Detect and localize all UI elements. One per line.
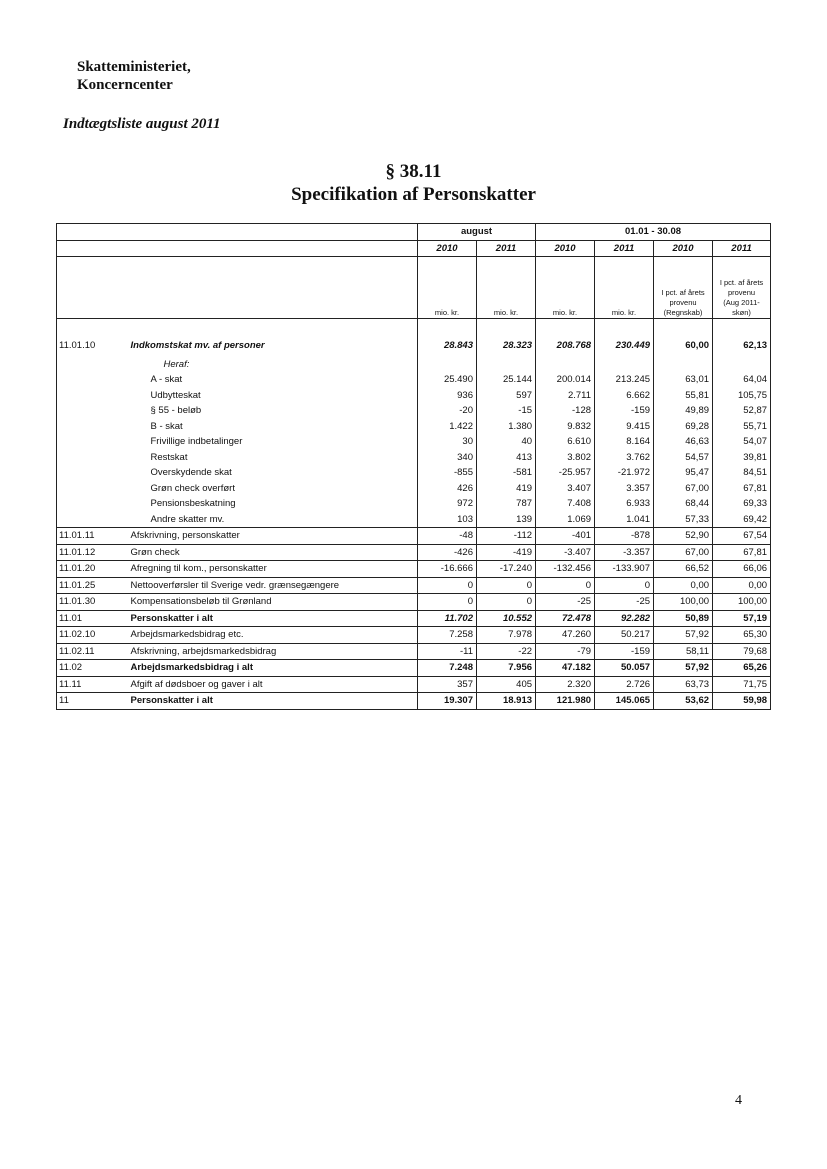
cell-value: [713, 357, 771, 373]
cell-value: -25.957: [536, 465, 595, 481]
cell-value: 1.380: [477, 419, 536, 435]
cell-value: 6.610: [536, 434, 595, 450]
cell-value: 597: [477, 388, 536, 404]
cell-value: 2.726: [595, 676, 654, 693]
cell-value: 30: [418, 434, 477, 450]
row-code: [57, 481, 123, 497]
cell-value: 230.449: [595, 335, 654, 357]
cell-value: 405: [477, 676, 536, 693]
cell-value: 6.662: [595, 388, 654, 404]
cell-value: 57,33: [654, 512, 713, 528]
cell-value: 57,19: [713, 610, 771, 627]
table-row: [57, 627, 771, 644]
year-header: 2011: [713, 240, 771, 257]
cell-value: 357: [418, 676, 477, 693]
cell-value: -48: [418, 528, 477, 545]
cell-value: 936: [418, 388, 477, 404]
row-label: Arbejdsmarkedsbidrag etc.: [123, 627, 418, 644]
cell-value: 0: [477, 577, 536, 594]
cell-value: 67,00: [654, 481, 713, 497]
cell-value: 57,92: [654, 660, 713, 677]
row-code: 11.01.25: [57, 577, 123, 594]
cell-value: -21.972: [595, 465, 654, 481]
cell-value: [477, 357, 536, 373]
cell-value: 39,81: [713, 450, 771, 466]
cell-value: [595, 357, 654, 373]
cell-value: 68,44: [654, 496, 713, 512]
year-header: 2010: [536, 240, 595, 257]
header-unit-row: [57, 257, 771, 319]
cell-value: 426: [418, 481, 477, 497]
row-label: Personskatter i alt: [123, 610, 418, 627]
cell-value: -20: [418, 403, 477, 419]
cell-value: -3.407: [536, 544, 595, 561]
cell-value: 67,81: [713, 481, 771, 497]
row-code: [57, 357, 123, 373]
cell-value: 55,71: [713, 419, 771, 435]
cell-value: 0: [477, 594, 536, 611]
cell-value: 6.933: [595, 496, 654, 512]
cell-value: 7.978: [477, 627, 536, 644]
row-code: [57, 496, 123, 512]
row-label: Afskrivning, arbejdsmarkedsbidrag: [123, 643, 418, 660]
cell-value: 54,57: [654, 450, 713, 466]
row-code: 11.01: [57, 610, 123, 627]
cell-value: 145.065: [595, 693, 654, 710]
year-header: 2010: [418, 240, 477, 257]
page-number: 4: [735, 1093, 742, 1108]
cell-value: -855: [418, 465, 477, 481]
row-code: [57, 450, 123, 466]
cell-value: 2.711: [536, 388, 595, 404]
row-code: [57, 372, 123, 388]
cell-value: 972: [418, 496, 477, 512]
cell-value: 1.041: [595, 512, 654, 528]
cell-value: 57,92: [654, 627, 713, 644]
cell-value: 1.422: [418, 419, 477, 435]
pct-line: (Aug 2011-: [723, 298, 760, 307]
cell-value: 47.182: [536, 660, 595, 677]
cell-value: 28.843: [418, 335, 477, 357]
cell-value: 60,00: [654, 335, 713, 357]
cell-value: 2.320: [536, 676, 595, 693]
row-label: Overskydende skat: [123, 465, 418, 481]
pct-line: (Regnskab): [663, 308, 703, 317]
cell-value: 40: [477, 434, 536, 450]
cell-value: -128: [536, 403, 595, 419]
row-label: Grøn check overført: [123, 481, 418, 497]
row-label: Nettooverførsler til Sverige vedr. grænsegængere: [123, 577, 418, 594]
cell-value: 7.408: [536, 496, 595, 512]
row-label: A - skat: [123, 372, 418, 388]
cell-value: -3.357: [595, 544, 654, 561]
row-label: Personskatter i alt: [123, 693, 418, 710]
row-label: Pensionsbeskatning: [123, 496, 418, 512]
cell-value: 0: [418, 594, 477, 611]
cell-value: 0: [418, 577, 477, 594]
cell-value: 52,90: [654, 528, 713, 545]
table-row: [57, 372, 771, 388]
row-label: Heraf:: [123, 357, 418, 373]
cell-value: 9.415: [595, 419, 654, 435]
cell-value: -878: [595, 528, 654, 545]
title-text: Specifikation af Personskatter: [291, 184, 536, 205]
cell-value: 3.802: [536, 450, 595, 466]
cell-value: -132.456: [536, 561, 595, 578]
cell-value: -11: [418, 643, 477, 660]
cell-value: 63,73: [654, 676, 713, 693]
unit-label: mio. kr.: [536, 257, 595, 319]
cell-value: 84,51: [713, 465, 771, 481]
row-label: Afregning til kom., personskatter: [123, 561, 418, 578]
cell-value: 67,54: [713, 528, 771, 545]
cell-value: -25: [536, 594, 595, 611]
cell-value: 0: [536, 577, 595, 594]
cell-value: -79: [536, 643, 595, 660]
cell-value: -419: [477, 544, 536, 561]
title-section: § 38.11: [385, 161, 442, 182]
row-label: Arbejdsmarkedsbidrag i alt: [123, 660, 418, 677]
organization-name: [77, 58, 191, 94]
cell-value: 53,62: [654, 693, 713, 710]
cell-value: -426: [418, 544, 477, 561]
cell-value: 200.014: [536, 372, 595, 388]
cell-value: -112: [477, 528, 536, 545]
cell-value: 103: [418, 512, 477, 528]
pct-line: provenu: [669, 298, 697, 307]
table-row: [57, 594, 771, 611]
group-period: 01.01 - 30.08: [536, 224, 771, 241]
cell-value: 3.407: [536, 481, 595, 497]
table-row: [57, 335, 771, 357]
row-code: [57, 434, 123, 450]
row-code: 11.02: [57, 660, 123, 677]
cell-value: 54,07: [713, 434, 771, 450]
cell-value: 92.282: [595, 610, 654, 627]
row-code: 11.01.11: [57, 528, 123, 545]
pct-line: I pct. af årets: [719, 278, 764, 287]
row-code: 11: [57, 693, 123, 710]
row-label: Indkomstskat mv. af personer: [123, 335, 418, 357]
cell-value: 121.980: [536, 693, 595, 710]
table-row: [57, 481, 771, 497]
cell-value: [418, 357, 477, 373]
row-code: [57, 465, 123, 481]
row-label: B - skat: [123, 419, 418, 435]
table-row: [57, 388, 771, 404]
cell-value: -17.240: [477, 561, 536, 578]
pct-line: I pct. af årets: [661, 288, 705, 297]
cell-value: 79,68: [713, 643, 771, 660]
cell-value: 58,11: [654, 643, 713, 660]
cell-value: 340: [418, 450, 477, 466]
cell-value: -133.907: [595, 561, 654, 578]
cell-value: 11.702: [418, 610, 477, 627]
row-code: 11.02.11: [57, 643, 123, 660]
group-august: august: [418, 224, 536, 241]
pct-line: skøn): [732, 308, 751, 317]
table-row: [57, 577, 771, 594]
cell-value: 49,89: [654, 403, 713, 419]
cell-value: -25: [595, 594, 654, 611]
row-code: 11.02.10: [57, 627, 123, 644]
cell-value: 787: [477, 496, 536, 512]
cell-value: 50,89: [654, 610, 713, 627]
row-code: [57, 419, 123, 435]
pct-line: provenu: [727, 288, 756, 297]
cell-value: 0,00: [713, 577, 771, 594]
table-row: [57, 643, 771, 660]
cell-value: [654, 357, 713, 373]
year-header: 2011: [477, 240, 536, 257]
cell-value: 95,47: [654, 465, 713, 481]
unit-label: mio. kr.: [418, 257, 477, 319]
row-code: [57, 403, 123, 419]
cell-value: 3.357: [595, 481, 654, 497]
cell-value: 65,30: [713, 627, 771, 644]
cell-value: 100,00: [713, 594, 771, 611]
cell-value: 46,63: [654, 434, 713, 450]
row-code: [57, 512, 123, 528]
row-label: Restskat: [123, 450, 418, 466]
year-header: 2011: [595, 240, 654, 257]
org-line-1: Skatteministeriet,: [77, 59, 191, 75]
cell-value: -16.666: [418, 561, 477, 578]
cell-value: -159: [595, 403, 654, 419]
table-row: [57, 528, 771, 545]
cell-value: 28.323: [477, 335, 536, 357]
row-code: [57, 388, 123, 404]
cell-value: 19.307: [418, 693, 477, 710]
cell-value: -581: [477, 465, 536, 481]
cell-value: 7.248: [418, 660, 477, 677]
unit-label: mio. kr.: [595, 257, 654, 319]
row-label: Kompensationsbeløb til Grønland: [123, 594, 418, 611]
row-label: Grøn check: [123, 544, 418, 561]
cell-value: 64,04: [713, 372, 771, 388]
table-row: [57, 610, 771, 627]
table-row: [57, 496, 771, 512]
table-row: [57, 512, 771, 528]
document-subtitle: Indtægtsliste august 2011: [63, 116, 221, 132]
table-row: [57, 357, 771, 373]
year-header: 2010: [654, 240, 713, 257]
cell-value: 10.552: [477, 610, 536, 627]
table-row: [57, 693, 771, 710]
cell-value: 65,26: [713, 660, 771, 677]
cell-value: 25.144: [477, 372, 536, 388]
cell-value: 66,06: [713, 561, 771, 578]
pct-regnskab-header: [654, 257, 713, 319]
row-code: 11.01.12: [57, 544, 123, 561]
cell-value: -159: [595, 643, 654, 660]
cell-value: 9.832: [536, 419, 595, 435]
header-separator: [57, 319, 771, 335]
row-label: Afskrivning, personskatter: [123, 528, 418, 545]
table-row: [57, 660, 771, 677]
cell-value: 71,75: [713, 676, 771, 693]
page-title: [0, 160, 827, 206]
row-label: § 55 - beløb: [123, 403, 418, 419]
cell-value: 50.217: [595, 627, 654, 644]
table-row: [57, 403, 771, 419]
cell-value: 0: [595, 577, 654, 594]
cell-value: 69,42: [713, 512, 771, 528]
header-group-row: [57, 224, 771, 241]
cell-value: 59,98: [713, 693, 771, 710]
cell-value: 105,75: [713, 388, 771, 404]
row-code: 11.11: [57, 676, 123, 693]
cell-value: -401: [536, 528, 595, 545]
org-line-2: Koncerncenter: [77, 77, 173, 93]
cell-value: 100,00: [654, 594, 713, 611]
pct-skoen-header: [713, 257, 771, 319]
cell-value: [536, 357, 595, 373]
cell-value: 3.762: [595, 450, 654, 466]
header-year-row: [57, 240, 771, 257]
row-code: 11.01.30: [57, 594, 123, 611]
row-code: 11.01.10: [57, 335, 123, 357]
cell-value: 208.768: [536, 335, 595, 357]
cell-value: 72.478: [536, 610, 595, 627]
table-row: [57, 450, 771, 466]
cell-value: 52,87: [713, 403, 771, 419]
table-row: [57, 676, 771, 693]
cell-value: 1.069: [536, 512, 595, 528]
specification-table: [56, 223, 771, 710]
cell-value: -22: [477, 643, 536, 660]
cell-value: 66,52: [654, 561, 713, 578]
cell-value: 50.057: [595, 660, 654, 677]
cell-value: 67,81: [713, 544, 771, 561]
cell-value: 62,13: [713, 335, 771, 357]
cell-value: 55,81: [654, 388, 713, 404]
cell-value: 69,28: [654, 419, 713, 435]
unit-label: mio. kr.: [477, 257, 536, 319]
cell-value: 47.260: [536, 627, 595, 644]
table-row: [57, 465, 771, 481]
row-code: 11.01.20: [57, 561, 123, 578]
cell-value: 419: [477, 481, 536, 497]
cell-value: 7.258: [418, 627, 477, 644]
table-row: [57, 419, 771, 435]
cell-value: 25.490: [418, 372, 477, 388]
cell-value: 7.956: [477, 660, 536, 677]
cell-value: 213.245: [595, 372, 654, 388]
table-row: [57, 544, 771, 561]
table-row: [57, 434, 771, 450]
cell-value: 63,01: [654, 372, 713, 388]
cell-value: 67,00: [654, 544, 713, 561]
row-label: Afgift af dødsboer og gaver i alt: [123, 676, 418, 693]
cell-value: 18.913: [477, 693, 536, 710]
row-label: Andre skatter mv.: [123, 512, 418, 528]
cell-value: 413: [477, 450, 536, 466]
cell-value: 8.164: [595, 434, 654, 450]
row-label: Frivillige indbetalinger: [123, 434, 418, 450]
cell-value: -15: [477, 403, 536, 419]
cell-value: 0,00: [654, 577, 713, 594]
cell-value: 69,33: [713, 496, 771, 512]
row-label: Udbytteskat: [123, 388, 418, 404]
cell-value: 139: [477, 512, 536, 528]
table-row: [57, 561, 771, 578]
